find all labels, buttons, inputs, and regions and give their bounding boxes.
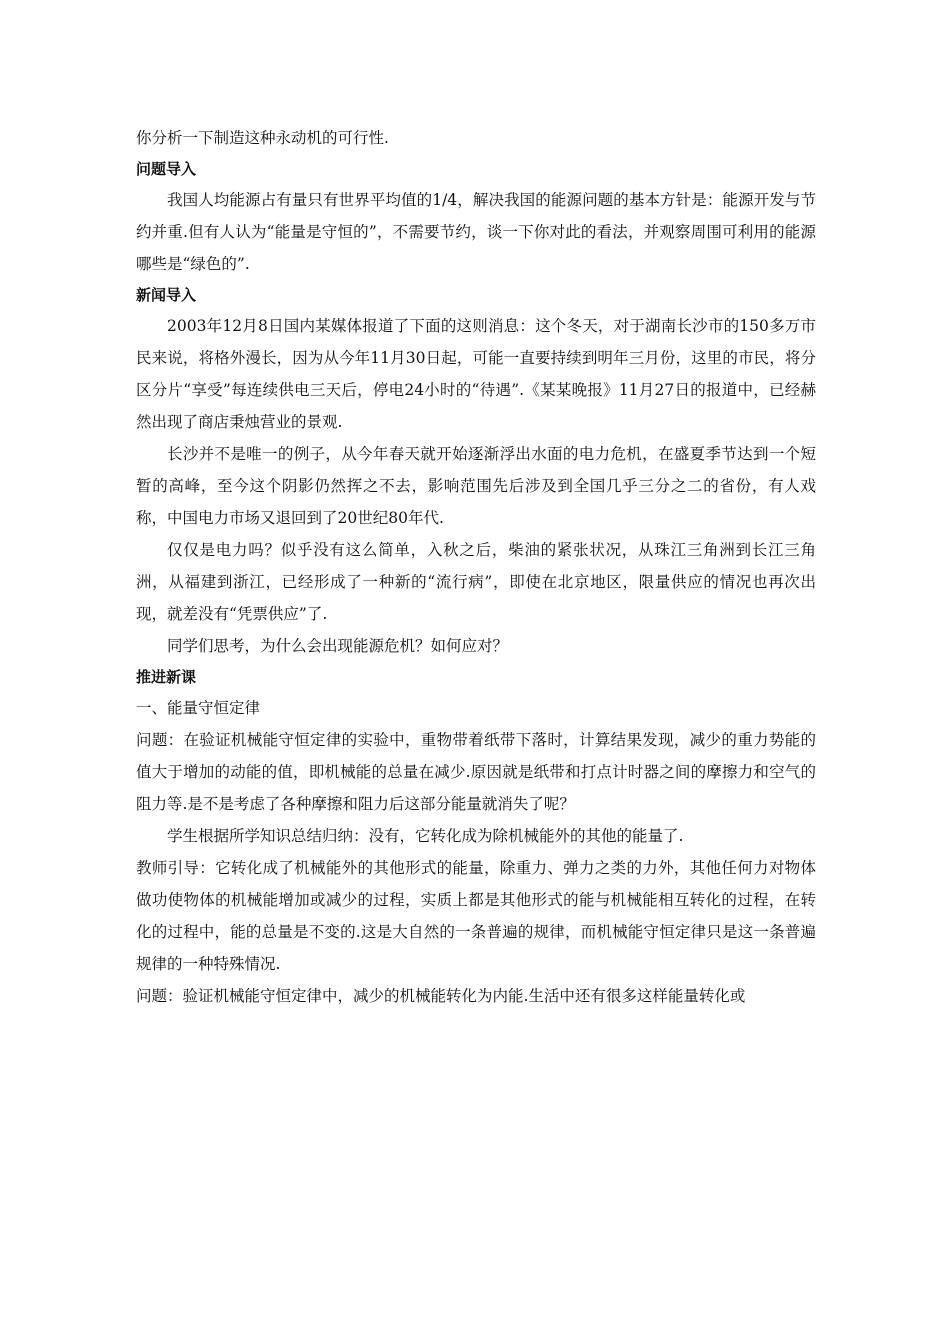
paragraph: 仅仅是电力吗？似乎没有这么简单，入秋之后，柴油的紧张状况，从珠江三角洲到长江三角洲，从福建到浙江，已经形成了一种新的“流行病”，即使在北京地区，限量供应的情况也再次出现，就差没有“凭票供应”了.: [136, 541, 816, 623]
paragraph: 问题：验证机械能守恒定律中，减少的机械能转化为内能.生活中还有很多这样能量转化或: [136, 987, 746, 1005]
paragraph: 我国人均能源占有量只有世界平均值的1/4，解决我国的能源问题的基本方针是：能源开发与节约并重.但有人认为“能量是守恒的”，不需要节约，谈一下你对此的看法，并观察周围可利用的能源哪些是“绿色的”.: [136, 191, 816, 273]
paragraph: 2003年12月8日国内某媒体报道了下面的这则消息：这个冬天，对于湖南长沙市的150多万市民来说，将格外漫长，因为从今年11月30日起，可能一直要持续到明年三月份，这里的市民，将分区分片“享受”每连续供电三天后，停电24小时的“待遇”.《某某晚报》11月27日的报道中，已经赫然出现了商店秉烛营业的景观.: [136, 317, 816, 431]
paragraph: 同学们思考，为什么会出现能源危机？如何应对？: [167, 637, 509, 655]
section-heading: 新闻导入: [136, 286, 197, 304]
paragraph: 你分析一下制造这种永动机的可行性.: [136, 129, 389, 147]
paragraph: 长沙并不是唯一的例子，从今年春天就开始逐渐浮出水面的电力危机，在盛夏季节达到一个短暂的高峰，至今这个阴影仍然挥之不去，影响范围先后涉及到全国几乎三分之二的省份，有人戏称，中国电力市场又退回到了20世纪80年代.: [136, 445, 816, 527]
document-body: [136, 122, 816, 1012]
paragraph: 教师引导：它转化成了机械能外的其他形式的能量，除重力、弹力之类的力外，其他任何力对物体做功使物体的机械能增加或减少的过程，实质上都是其他形式的能与机械能相互转化的过程，在转化的过程中，能的总量是不变的.这是大自然的一条普遍的规律，而机械能守恒定律只是这一条普遍规律的一种特殊情况.: [136, 859, 816, 973]
section-heading: 推进新课: [136, 668, 197, 686]
paragraph: 问题：在验证机械能守恒定律的实验中，重物带着纸带下落时，计算结果发现，减少的重力势能的值大于增加的动能的值，即机械能的总量在减少.原因就是纸带和打点计时器之间的摩擦力和空气的阻力等.是不是考虑了各种摩擦和阻力后这部分能量就消失了呢？: [136, 731, 816, 813]
paragraph: 学生根据所学知识总结归纳：没有，它转化成为除机械能外的其他的能量了.: [167, 827, 684, 845]
subsection-title: 一、能量守恒定律: [136, 699, 261, 717]
section-heading: 问题导入: [136, 160, 197, 178]
